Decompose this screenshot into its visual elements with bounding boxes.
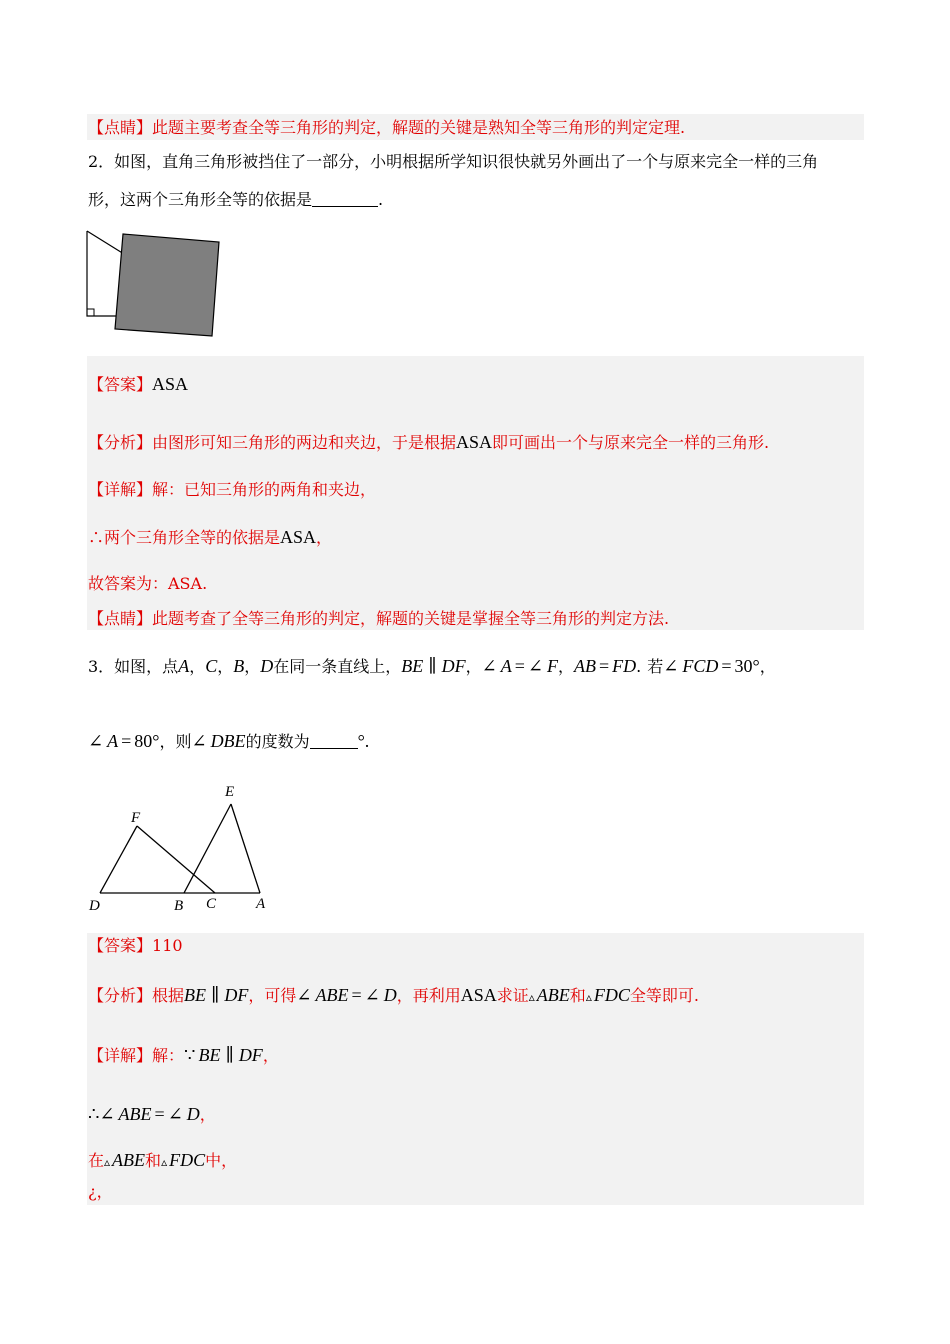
- detail-tag: 【详解】: [88, 1046, 153, 1065]
- seg-BE: BE: [198, 1045, 221, 1065]
- label-C: C: [206, 896, 217, 912]
- analysis-tag: 【分析】: [88, 986, 153, 1005]
- tri-ABE: ABE: [112, 1150, 146, 1170]
- dianjing-text: 此题主要考查全等三角形的判定，解题的关键是熟知全等三角形的判定定理.: [152, 118, 686, 137]
- angle-sign: ∠: [296, 985, 312, 1005]
- seg-DF-line: [100, 826, 137, 893]
- covering-square: [115, 234, 219, 336]
- triangle-sign: ▵: [585, 990, 592, 1004]
- therefore-end: ，: [316, 528, 333, 547]
- eq-sign: =: [351, 985, 362, 1005]
- angle-sign: ∠: [191, 731, 207, 751]
- label-A: A: [256, 896, 266, 912]
- pt-C: C: [205, 656, 218, 676]
- label-F: F: [131, 810, 141, 826]
- q2-answer-line: [88, 374, 188, 395]
- seg-DF: DF: [238, 1045, 263, 1065]
- q2-figure: [84, 226, 224, 338]
- angle-sign: ∠: [481, 656, 497, 676]
- q3-analysis-line: [88, 985, 699, 1007]
- answer-blank: [310, 732, 358, 749]
- ze: ，则: [159, 732, 192, 751]
- seg-FC-line: [137, 826, 215, 893]
- q2-line-1: 2．如图，直角三角形被挡住了一部分，小明根据所学知识很快就另外画出了一个与原来完全一样的三角: [88, 152, 819, 171]
- answer-tag: 【答案】: [88, 936, 153, 955]
- c5: ，: [557, 657, 574, 676]
- angle-sign: ∠: [663, 656, 679, 676]
- seg-BE: BE: [401, 656, 424, 676]
- answer-blank: [312, 190, 378, 207]
- c: ，: [199, 1105, 216, 1124]
- seg-DF: DF: [441, 656, 466, 676]
- ang-F: F: [546, 656, 558, 676]
- dianjing-text: 此题考查了全等三角形的判定，解题的关键是掌握全等三角形的判定方法.: [152, 609, 670, 628]
- angle-sign: ∠: [167, 1104, 183, 1124]
- asa: ASA: [460, 985, 497, 1005]
- eq-sign: =: [154, 1104, 165, 1124]
- dianjing-tag: 【点睛】: [88, 609, 153, 628]
- parallel-sign: ∥: [211, 985, 220, 1005]
- c1: ，: [189, 657, 206, 676]
- q2-line-2-end: .: [378, 190, 384, 209]
- eq-sign: =: [514, 656, 525, 676]
- detail-tag: 【详解】: [88, 480, 153, 499]
- q2-therefore-line: [88, 527, 332, 548]
- ang-A: A: [107, 731, 119, 751]
- label-D: D: [89, 898, 100, 914]
- analysis-text-1: 由图形可知三角形的两边和夹边，于是根据: [152, 433, 457, 452]
- ang-D: D: [383, 985, 397, 1005]
- seg-EA-line: [231, 804, 260, 893]
- jie: 解：: [152, 1046, 185, 1065]
- c2: ，: [217, 657, 234, 676]
- because-sign: ∵: [184, 1045, 196, 1065]
- quandeng: 全等即可.: [629, 986, 699, 1005]
- angle-sign: ∠: [99, 1104, 115, 1124]
- deg-end: °.: [357, 731, 370, 751]
- q2-final-line: 故答案为：ASA.: [88, 574, 208, 593]
- dianjing-line-1: [88, 118, 685, 138]
- seg-BE-line: [184, 804, 231, 893]
- answer-tag: 【答案】: [88, 375, 153, 394]
- pt-B: B: [233, 656, 245, 676]
- therefore-sign: ∴: [88, 1104, 100, 1124]
- label-E: E: [225, 784, 235, 800]
- q2-line-2: [88, 190, 383, 210]
- label-B: B: [174, 898, 184, 914]
- hypotenuse: [87, 231, 124, 254]
- q2-line-2-text: 形，这两个三角形全等的依据是: [88, 190, 313, 209]
- dushu: 的度数为: [245, 732, 310, 751]
- answer-value: ASA: [152, 374, 189, 394]
- ang-ABE: ABE: [118, 1104, 152, 1124]
- q3-text-2: 在同一条直线上，: [273, 657, 402, 676]
- q3-therefore-line: [88, 1104, 216, 1125]
- q3-line-2: [88, 731, 369, 752]
- angle-sign: ∠: [364, 985, 380, 1005]
- dianjing-tag: 【点睛】: [88, 118, 153, 137]
- eq-sign: =: [598, 656, 610, 676]
- he: 和: [569, 986, 586, 1005]
- tri-ABE: ABE: [536, 985, 570, 1005]
- q3-answer-line: [88, 936, 183, 956]
- triangle-sign: ▵: [104, 1155, 111, 1169]
- c3: ，: [244, 657, 261, 676]
- ruo: 若: [647, 657, 664, 676]
- kede: ，可得: [248, 986, 297, 1005]
- pt-D: D: [260, 656, 274, 676]
- ang-D: D: [186, 1104, 200, 1124]
- zai-li: ，再利用: [396, 986, 461, 1005]
- q2-dianjing-line: [88, 609, 669, 629]
- period: .: [636, 657, 642, 676]
- therefore-asa: ASA: [280, 527, 317, 547]
- triangle-sign: ▵: [161, 1155, 168, 1169]
- q3-garbled-line: ¿，: [88, 1182, 113, 1201]
- qiuzheng: 求证: [496, 986, 529, 1005]
- zai: 在: [88, 1151, 105, 1170]
- triangle-sign: ▵: [528, 990, 535, 1004]
- detail-text: 解：已知三角形的两角和夹边，: [152, 480, 377, 499]
- q3-text-1: 3．如图，点: [88, 657, 179, 676]
- he: 和: [145, 1151, 162, 1170]
- q3-detail-line: [88, 1045, 279, 1066]
- eq-sign: =: [721, 656, 732, 676]
- pt-A: A: [178, 656, 190, 676]
- ang-FCD: FCD: [682, 656, 719, 676]
- parallel-sign: ∥: [428, 656, 437, 676]
- analysis-tag: 【分析】: [88, 433, 153, 452]
- seg-DF: DF: [224, 985, 249, 1005]
- c: ，: [262, 1046, 279, 1065]
- right-angle-mark: [87, 309, 94, 316]
- angle-sign: ∠: [527, 656, 543, 676]
- eq-sign: =: [121, 731, 132, 751]
- zhong: 中，: [205, 1151, 238, 1170]
- deg-80: 80°: [134, 731, 160, 751]
- q2-detail-line: [88, 480, 376, 500]
- therefore-text: ∴两个三角形全等的依据是: [88, 528, 281, 547]
- q3-zai-line: [88, 1150, 237, 1172]
- q2-analysis-line: [88, 432, 769, 453]
- tri-FDC: FDC: [169, 1150, 206, 1170]
- c4: ，: [465, 657, 482, 676]
- answer-value: 110: [152, 936, 183, 955]
- q3-line-1: [88, 656, 776, 677]
- seg-BE: BE: [184, 985, 207, 1005]
- ang-ABE: ABE: [315, 985, 349, 1005]
- gen: 根据: [152, 986, 185, 1005]
- q3-figure: [86, 776, 272, 918]
- analysis-asa: ASA: [456, 432, 493, 452]
- ang-DBE: DBE: [210, 731, 246, 751]
- deg-30: 30°: [734, 656, 760, 676]
- seg-FD: FD: [612, 656, 637, 676]
- c6: ，: [759, 657, 776, 676]
- angle-sign: ∠: [88, 731, 104, 751]
- seg-AB: AB: [573, 656, 596, 676]
- analysis-text-2: 即可画出一个与原来完全一样的三角形.: [492, 433, 770, 452]
- ang-A: A: [500, 656, 512, 676]
- tri-FDC: FDC: [593, 985, 630, 1005]
- parallel-sign: ∥: [225, 1045, 234, 1065]
